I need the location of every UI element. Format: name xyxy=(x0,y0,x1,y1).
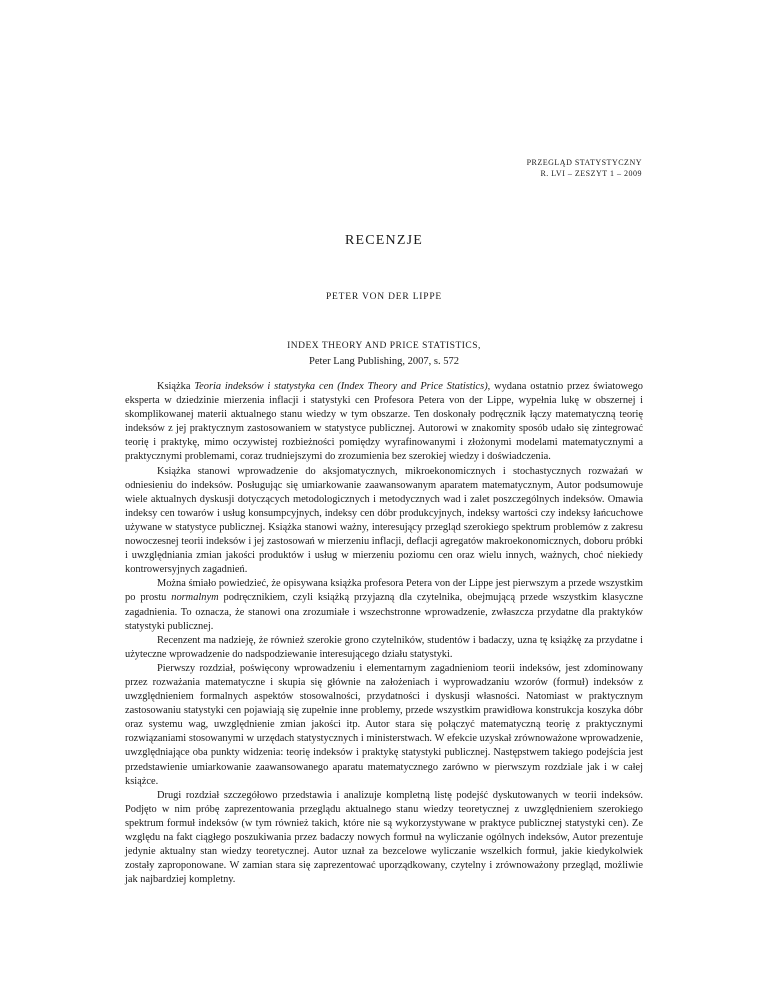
italic-text: normalnym xyxy=(171,592,219,604)
book-title: INDEX THEORY AND PRICE STATISTICS, xyxy=(287,341,481,351)
book-heading xyxy=(0,339,768,369)
paragraph: Książka Teoria indeksów i statystyka cen (Index Theory and Price Statistics), wydana ostatnio przez światowego eksperta w dziedzinie mierzenia inflacji i statystyki cen Profesora Petera von der Lippe, wypełnia lukę w obszernej i skomplikowanej materii aktualnego stanu wiedzy w tym obszarze. Ten doskonały podręcznik łączy matematyczną teorię indeksów z jej praktycznym zastosowaniem w statystyce publicznej. Autorowi w znakomity sposób udało się zintegrować teorię i praktykę, mimo oczywistej rozbieżności pomiędzy wyrafinowanymi i złożonymi modelami matematycznymi a praktycznymi problemami, coraz trudniejszymi do zrozumienia bez szerokiej wiedzy i doświadczenia. xyxy=(125,381,643,463)
paragraph: Drugi rozdział szczegółowo przedstawia i analizuje kompletną listę podejść dyskutowanych w teorii indeksów. Podjęto w nim próbę zaprezentowania przeglądu aktualnego stanu wiedzy teoretycznej z uwzględnieniem szerokiego spektrum formuł indeksów (w tym również takich, które nie są wykorzystywane w praktyce publicznej statystyki cen). Ze względu na fakt ciągłego poszukiwania przez badaczy nowych formuł na wyliczanie ogólnych indeksów, Autor prezentuje jedynie aktualny stan wiedzy teoretycznej. Autor uznał za bezcelowe wyliczanie wszelkich formuł, jakie kiedykolwiek zostały zaproponowane. W zamian stara się zaprezentować uporządkowany, czytelny i zrównoważony przegląd, możliwie jak najbardziej kompletny. xyxy=(125,789,643,886)
running-head xyxy=(527,157,642,179)
paragraph: Pierwszy rozdział, poświęcony wprowadzeniu i elementarnym zagadnieniom teorii indeksów, jest zdominowany przez rozważania matematyczne i skupia się głównie na założeniach i wyprowadzaniu wzorów (formuł) indeksów z uwzględnieniem formalnych aspektów stosowalności, przydatności i dyskusji własności. Natomiast w praktycznym zastosowaniu statystyki cen pojawiają się zupełnie inne problemy, przede wszystkim prawidłowa konstrukcja koszyka dóbr oraz systemu wag, uwzględnienie zmian jakości itp. Autor stara się połączyć matematyczną teorię z praktycznymi rozwiązaniami stosowanymi w urzędach statystycznych i ministerstwach. W efekcie uzyskał zrównoważone wprowadzenie, uwzględniające oba punkty widzenia: teorię indeksów i praktykę statystyki publicznej. Następstwem takiego podejścia jest przedstawienie umiarkowanie zaawansowanego aparatu matematycznego zarówno w pierwszym rozdziale jak i w całej książce. xyxy=(125,662,643,787)
journal-name: PRZEGLĄD STATYSTYCZNY xyxy=(526,158,642,167)
italic-text: Teoria indeksów i statystyka cen (Index Theory and Price Statistics) xyxy=(194,381,488,392)
paragraph: Książka stanowi wprowadzenie do aksjomatycznych, mikroekonomicznych i stochastycznych rozważań w odniesieniu do indeksów. Posługując się umiarkowanie zaawansowanym aparatem matematycznym, Autor podsumowuje wiele aktualnych dyskusji dotyczących metodologicznych i metodycznych wad i zalet poszczególnych indeksów. Omawia indeksy cen towarów i usług konsumpcyjnych, indeksy cen dóbr produkcyjnych, indeksy wartości czy indeksy łańcuchowe używane w statystyce publicznej. Książka stanowi ważny, interesujący przegląd szerokiego spektrum problemów z zakresu nowoczesnej teorii indeksów i jej zastosowań w mierzeniu inflacji, deflacji agregatów makroekonomicznych, doboru próbki i uwzględniania zmian jakości produktów i usług w mierzeniu poziomu cen oraz wielu innych, ważnych, choć niekiedy kontrowersyjnych zagadnień. xyxy=(125,465,643,576)
paragraph: Można śmiało powiedzieć, że opisywana książka profesora Petera von der Lippe jest pierwszym a przede wszystkim po prostu normalnym podręcznikiem, czyli książką przyjazną dla czytelnika, obejmującą przede wszystkim klasyczne zagadnienia. To oznacza, że stanowi ona zrozumiałe i wszechstronne wprowadzenie, zwłaszcza przydatne dla praktyków statystyki publicznej. xyxy=(125,578,643,632)
issue-info: R. LVI – ZESZYT 1 – 2009 xyxy=(540,169,642,178)
book-publisher: Peter Lang Publishing, 2007, s. 572 xyxy=(309,356,459,367)
book-author: PETER VON DER LIPPE xyxy=(325,292,443,302)
section-title: RECENZJE xyxy=(344,233,424,248)
review-body xyxy=(125,380,643,887)
paragraph: Recenzent ma nadzieję, że również szerokie grono czytelników, studentów i badaczy, uzna tę książkę za przydatne i użyteczne wprowadzenie do nadspodziewanie interesującego działu statystyki. xyxy=(125,634,643,660)
